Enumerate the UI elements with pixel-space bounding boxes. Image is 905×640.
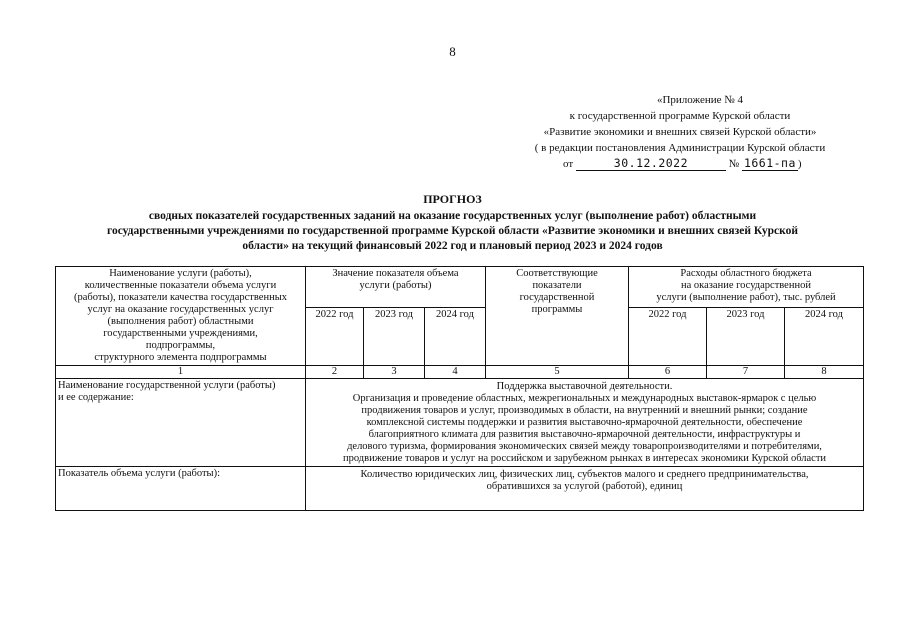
row-label-line: Наименование государственной услуги (работы) (58, 380, 276, 391)
header-line: (работы), показатели качества государственных (74, 292, 287, 303)
closing-paren: ) (797, 158, 802, 170)
column-number: 6 (629, 366, 707, 379)
content-line: благоприятного климата для развития выставочно-ярмарочной деятельности, инфраструктуры и (368, 429, 801, 440)
header-line: количественные показатели объема услуги (84, 280, 277, 291)
content-line: Организация и проведение областных, межрегиональных и международных выставок-ярмарок с целью (352, 393, 817, 404)
title-line-2: государственными учреждениями по государственной программе Курской области «Развитие экономики и внешних связей Курской (107, 225, 798, 237)
document-title (50, 192, 855, 254)
row-content-service (306, 379, 864, 467)
row-label-line: и ее содержание: (58, 392, 134, 403)
column-number: 5 (486, 366, 629, 379)
column-number: 7 (707, 366, 785, 379)
header-line: структурного элемента подпрограммы (94, 352, 267, 363)
header-line: услуги (выполнение работ), тыс. рублей (656, 292, 836, 303)
title-heading: ПРОГНОЗ (423, 192, 482, 206)
content-line: продвижение товаров и услуг на российском и зарубежном рынках в интересах экономики Курской области (342, 453, 827, 464)
header-line: государственной (519, 292, 595, 303)
header-line: услуги (работы) (359, 280, 432, 291)
content-line: комплексной системы поддержки и развития выставочно-ярмарочной деятельности, обеспечение (366, 417, 803, 428)
content-line: Количество юридических лиц, физических лиц, субъектов малого и среднего предпринимательства, (360, 469, 809, 480)
year-header-2024: 2024 год (425, 307, 486, 365)
header-line: подпрограммы, (145, 340, 216, 351)
appendix-block (500, 92, 860, 172)
content-line: обратившихся за услугой (работой), единиц (486, 481, 683, 492)
header-line: услуг на оказание государственных услуг (87, 304, 274, 315)
appendix-line-3: «Развитие экономики и внешних связей Курской области» (543, 126, 817, 138)
column-number: 1 (56, 366, 306, 379)
content-line: делового туризма, формирования экономических связей между товаропроизводителями и потребителями, (347, 441, 822, 452)
header-line: Значение показателя объема (332, 268, 459, 279)
header-line: Наименование услуги (работы), (109, 268, 252, 279)
column-number: 8 (785, 366, 864, 379)
column-number: 2 (306, 366, 364, 379)
row-label-volume-indicator (56, 467, 306, 511)
header-line: на оказание государственной (681, 280, 811, 291)
title-line-3: области» на текущий финансовый 2022 год и плановый период 2023 и 2024 годов (242, 240, 663, 252)
header-line: программы (531, 304, 583, 315)
column-number: 4 (425, 366, 486, 379)
header-line: показатели (532, 280, 582, 291)
from-label: от (563, 158, 574, 170)
row-label-service-name (56, 379, 306, 467)
appendix-date-row (500, 156, 860, 172)
column-numbers-row (56, 366, 864, 379)
decree-date: 30.12.2022 (576, 157, 726, 171)
appendix-line-2: к государственной программе Курской области (569, 110, 791, 122)
table-row (56, 379, 864, 467)
content-line: Поддержка выставочной деятельности. (496, 381, 673, 392)
decree-number: 1661-па (742, 157, 798, 171)
budget-year-header-2023: 2023 год (707, 307, 785, 365)
row-label-line: Показатель объема услуги (работы): (58, 468, 221, 479)
forecast-table (55, 266, 864, 511)
year-header-2022: 2022 год (306, 307, 364, 365)
row-content-volume-indicator (306, 467, 864, 511)
header-line: Расходы областного бюджета (680, 268, 812, 279)
number-label: № (728, 158, 740, 170)
budget-year-header-2022: 2022 год (629, 307, 707, 365)
appendix-line-1: «Приложение № 4 (656, 94, 744, 106)
appendix-line-4: ( в редакции постановления Администрации Курской области (534, 142, 826, 154)
header-line: государственными учреждениями, (103, 328, 258, 339)
year-header-2023: 2023 год (364, 307, 425, 365)
title-line-1: сводных показателей государственных заданий на оказание государственных услуг (выполнение работ) областными (148, 210, 757, 222)
content-line: продвижения товаров и услуг, производимых в области, на внутренний и внешний рынки; создание (361, 405, 808, 416)
budget-year-header-2024: 2024 год (785, 307, 864, 365)
header-service-name (56, 267, 306, 366)
blank-space (308, 493, 861, 509)
header-budget-expenses (629, 267, 864, 308)
header-line: (выполнения работ) областными (107, 316, 254, 327)
header-program-indicators (486, 267, 629, 366)
table-header-row-1 (56, 267, 864, 308)
header-volume-value (306, 267, 486, 308)
column-number: 3 (364, 366, 425, 379)
header-line: Соответствующие (516, 268, 598, 279)
table-row (56, 467, 864, 511)
page-number: 8 (449, 44, 456, 59)
